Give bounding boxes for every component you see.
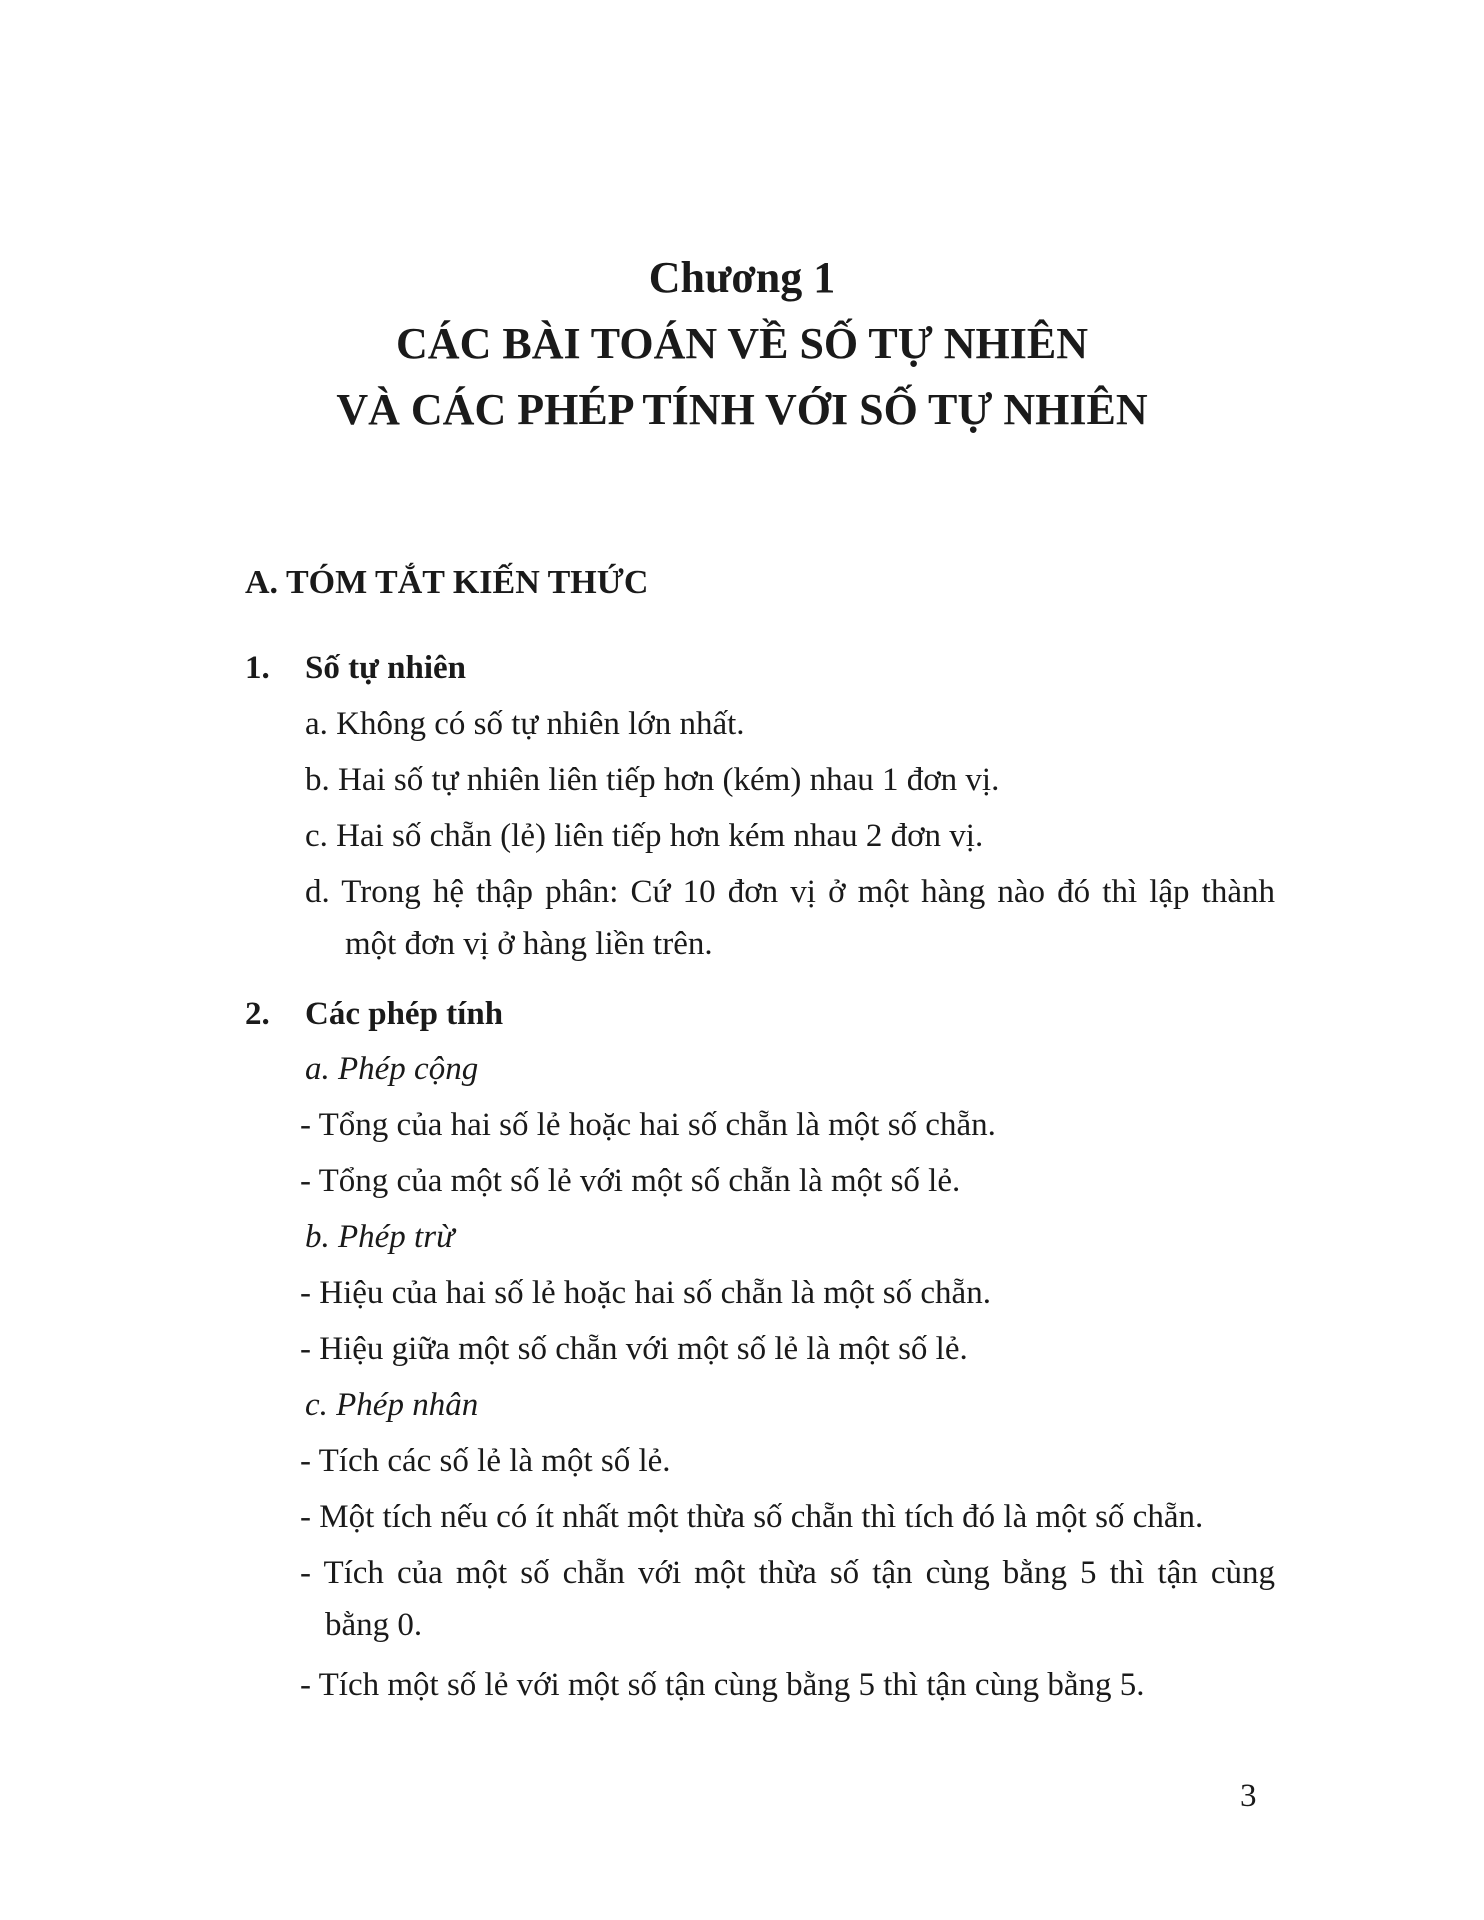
chapter-label: Chương 1	[648, 253, 836, 302]
multiplication-rule-4: - Tích một số lẻ với một số tận cùng bằng 5 thì tận cùng bằng 5.	[300, 1667, 1145, 1703]
multiplication-rule-1: - Tích các số lẻ là một số lẻ.	[300, 1443, 671, 1479]
part-1-item-b: b. Hai số tự nhiên liên tiếp hơn (kém) nhau 1 đơn vị.	[305, 762, 1000, 798]
subtraction-label: b. Phép trừ	[305, 1219, 455, 1255]
subtraction-rule-1: - Hiệu của hai số lẻ hoặc hai số chẵn là một số chẵn.	[300, 1275, 991, 1311]
multiplication-rule-2: - Một tích nếu có ít nhất một thừa số chẵn thì tích đó là một số chẵn.	[300, 1499, 1204, 1535]
part-2-heading	[245, 990, 503, 1038]
part-1-item-a: a. Không có số tự nhiên lớn nhất.	[305, 706, 745, 742]
part-1-heading	[245, 644, 466, 692]
multiplication-rule-3-line-2: bằng 0.	[325, 1607, 423, 1643]
part-1-title: Số tự nhiên	[305, 650, 467, 686]
chapter-title-line-2: VÀ CÁC PHÉP TÍNH VỚI SỐ TỰ NHIÊN	[336, 385, 1148, 434]
subtraction-rule-2: - Hiệu giữa một số chẵn với một số lẻ là một số lẻ.	[300, 1331, 968, 1367]
chapter-title-line-1: CÁC BÀI TOÁN VỀ SỐ TỰ NHIÊN	[396, 319, 1088, 368]
part-2-number: 2.	[245, 996, 270, 1032]
part-1-item-d-line-1: d. Trong hệ thập phân: Cứ 10 đơn vị ở một hàng nào đó thì lập thành	[305, 874, 1275, 910]
page-number: 3	[1240, 1778, 1257, 1814]
part-1-number: 1.	[245, 650, 270, 686]
part-1-item-d-line-2: một đơn vị ở hàng liền trên.	[345, 926, 713, 962]
multiplication-rule-3-line-1: - Tích của một số chẵn với một thừa số tận cùng bằng 5 thì tận cùng	[300, 1555, 1275, 1591]
chapter-title	[0, 245, 1484, 443]
addition-label: a. Phép cộng	[305, 1051, 479, 1087]
multiplication-label: c. Phép nhân	[305, 1387, 479, 1423]
addition-rule-2: - Tổng của một số lẻ với một số chẵn là một số lẻ.	[300, 1163, 961, 1199]
addition-rule-1: - Tổng của hai số lẻ hoặc hai số chẵn là một số chẵn.	[300, 1107, 996, 1143]
section-heading-a: A. TÓM TẮT KIẾN THỨC	[245, 564, 649, 601]
part-2-title: Các phép tính	[305, 996, 504, 1032]
part-1-item-c: c. Hai số chẵn (lẻ) liên tiếp hơn kém nhau 2 đơn vị.	[305, 818, 984, 854]
